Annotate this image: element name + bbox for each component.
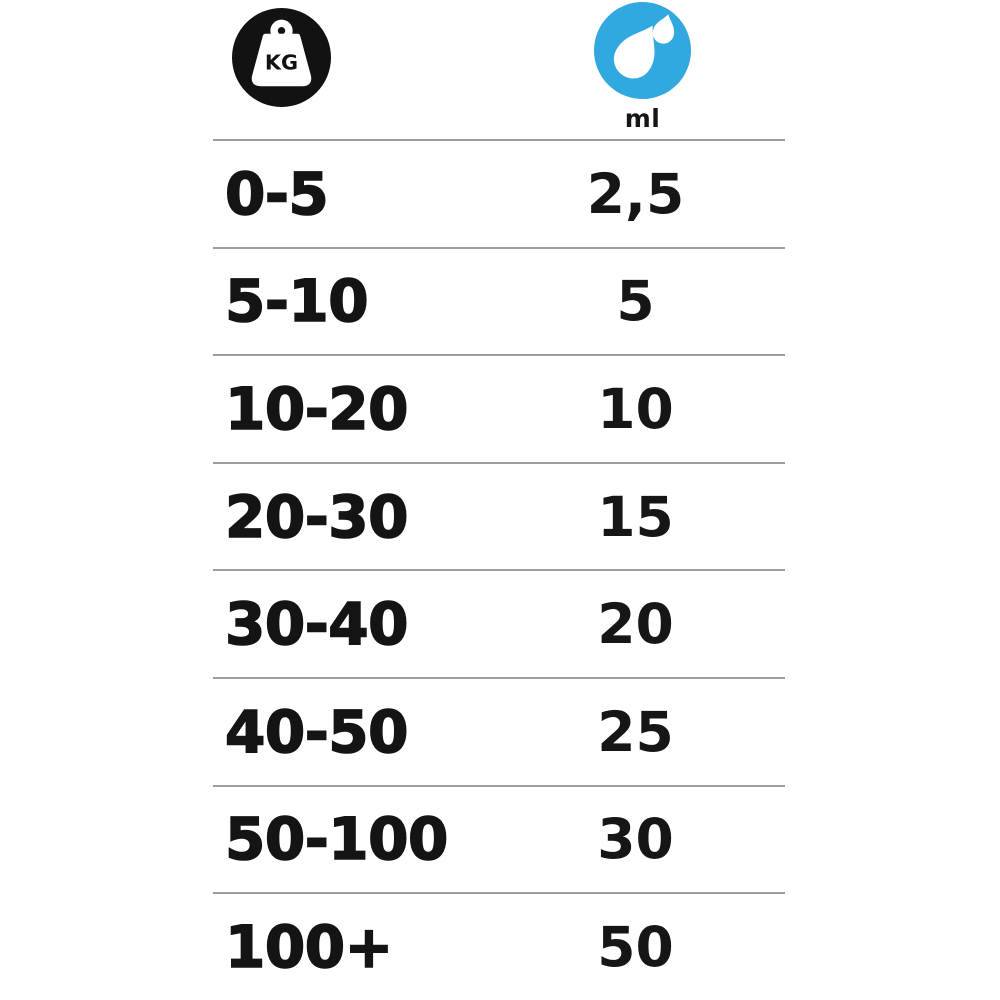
table-row xyxy=(213,354,785,462)
table-row xyxy=(213,462,785,570)
dosage-table xyxy=(213,0,785,1000)
table-row xyxy=(213,785,785,893)
table-row xyxy=(213,247,785,355)
dose-ml-cell: 50 xyxy=(597,914,674,979)
dose-ml-cell: 2,5 xyxy=(586,161,685,226)
weight-range-cell: 0-5 xyxy=(225,159,329,228)
water-drop-icon xyxy=(594,2,691,99)
dose-ml-cell: 20 xyxy=(597,592,674,657)
table-row xyxy=(213,892,785,1000)
dose-ml-cell: 25 xyxy=(597,699,674,764)
dose-ml-cell: 10 xyxy=(597,376,674,441)
kg-icon-label: KG xyxy=(264,50,299,75)
weight-range-cell: 40-50 xyxy=(225,697,408,766)
kg-weight-icon xyxy=(232,8,331,107)
ml-header xyxy=(594,2,691,133)
weight-range-cell: 20-30 xyxy=(225,482,408,551)
weight-range-cell: 30-40 xyxy=(225,590,408,659)
weight-range-cell: 10-20 xyxy=(225,374,408,443)
dose-ml-cell: 15 xyxy=(597,484,674,549)
dose-ml-cell: 5 xyxy=(616,269,655,334)
dose-ml-cell: 30 xyxy=(597,807,674,872)
weight-range-cell: 50-100 xyxy=(225,805,448,874)
weight-range-cell: 100+ xyxy=(225,912,393,981)
table-row xyxy=(213,139,785,247)
table-header xyxy=(213,0,785,139)
table-row xyxy=(213,569,785,677)
weight-range-cell: 5-10 xyxy=(225,267,369,336)
table-row xyxy=(213,677,785,785)
ml-unit-label: ml xyxy=(624,104,661,133)
